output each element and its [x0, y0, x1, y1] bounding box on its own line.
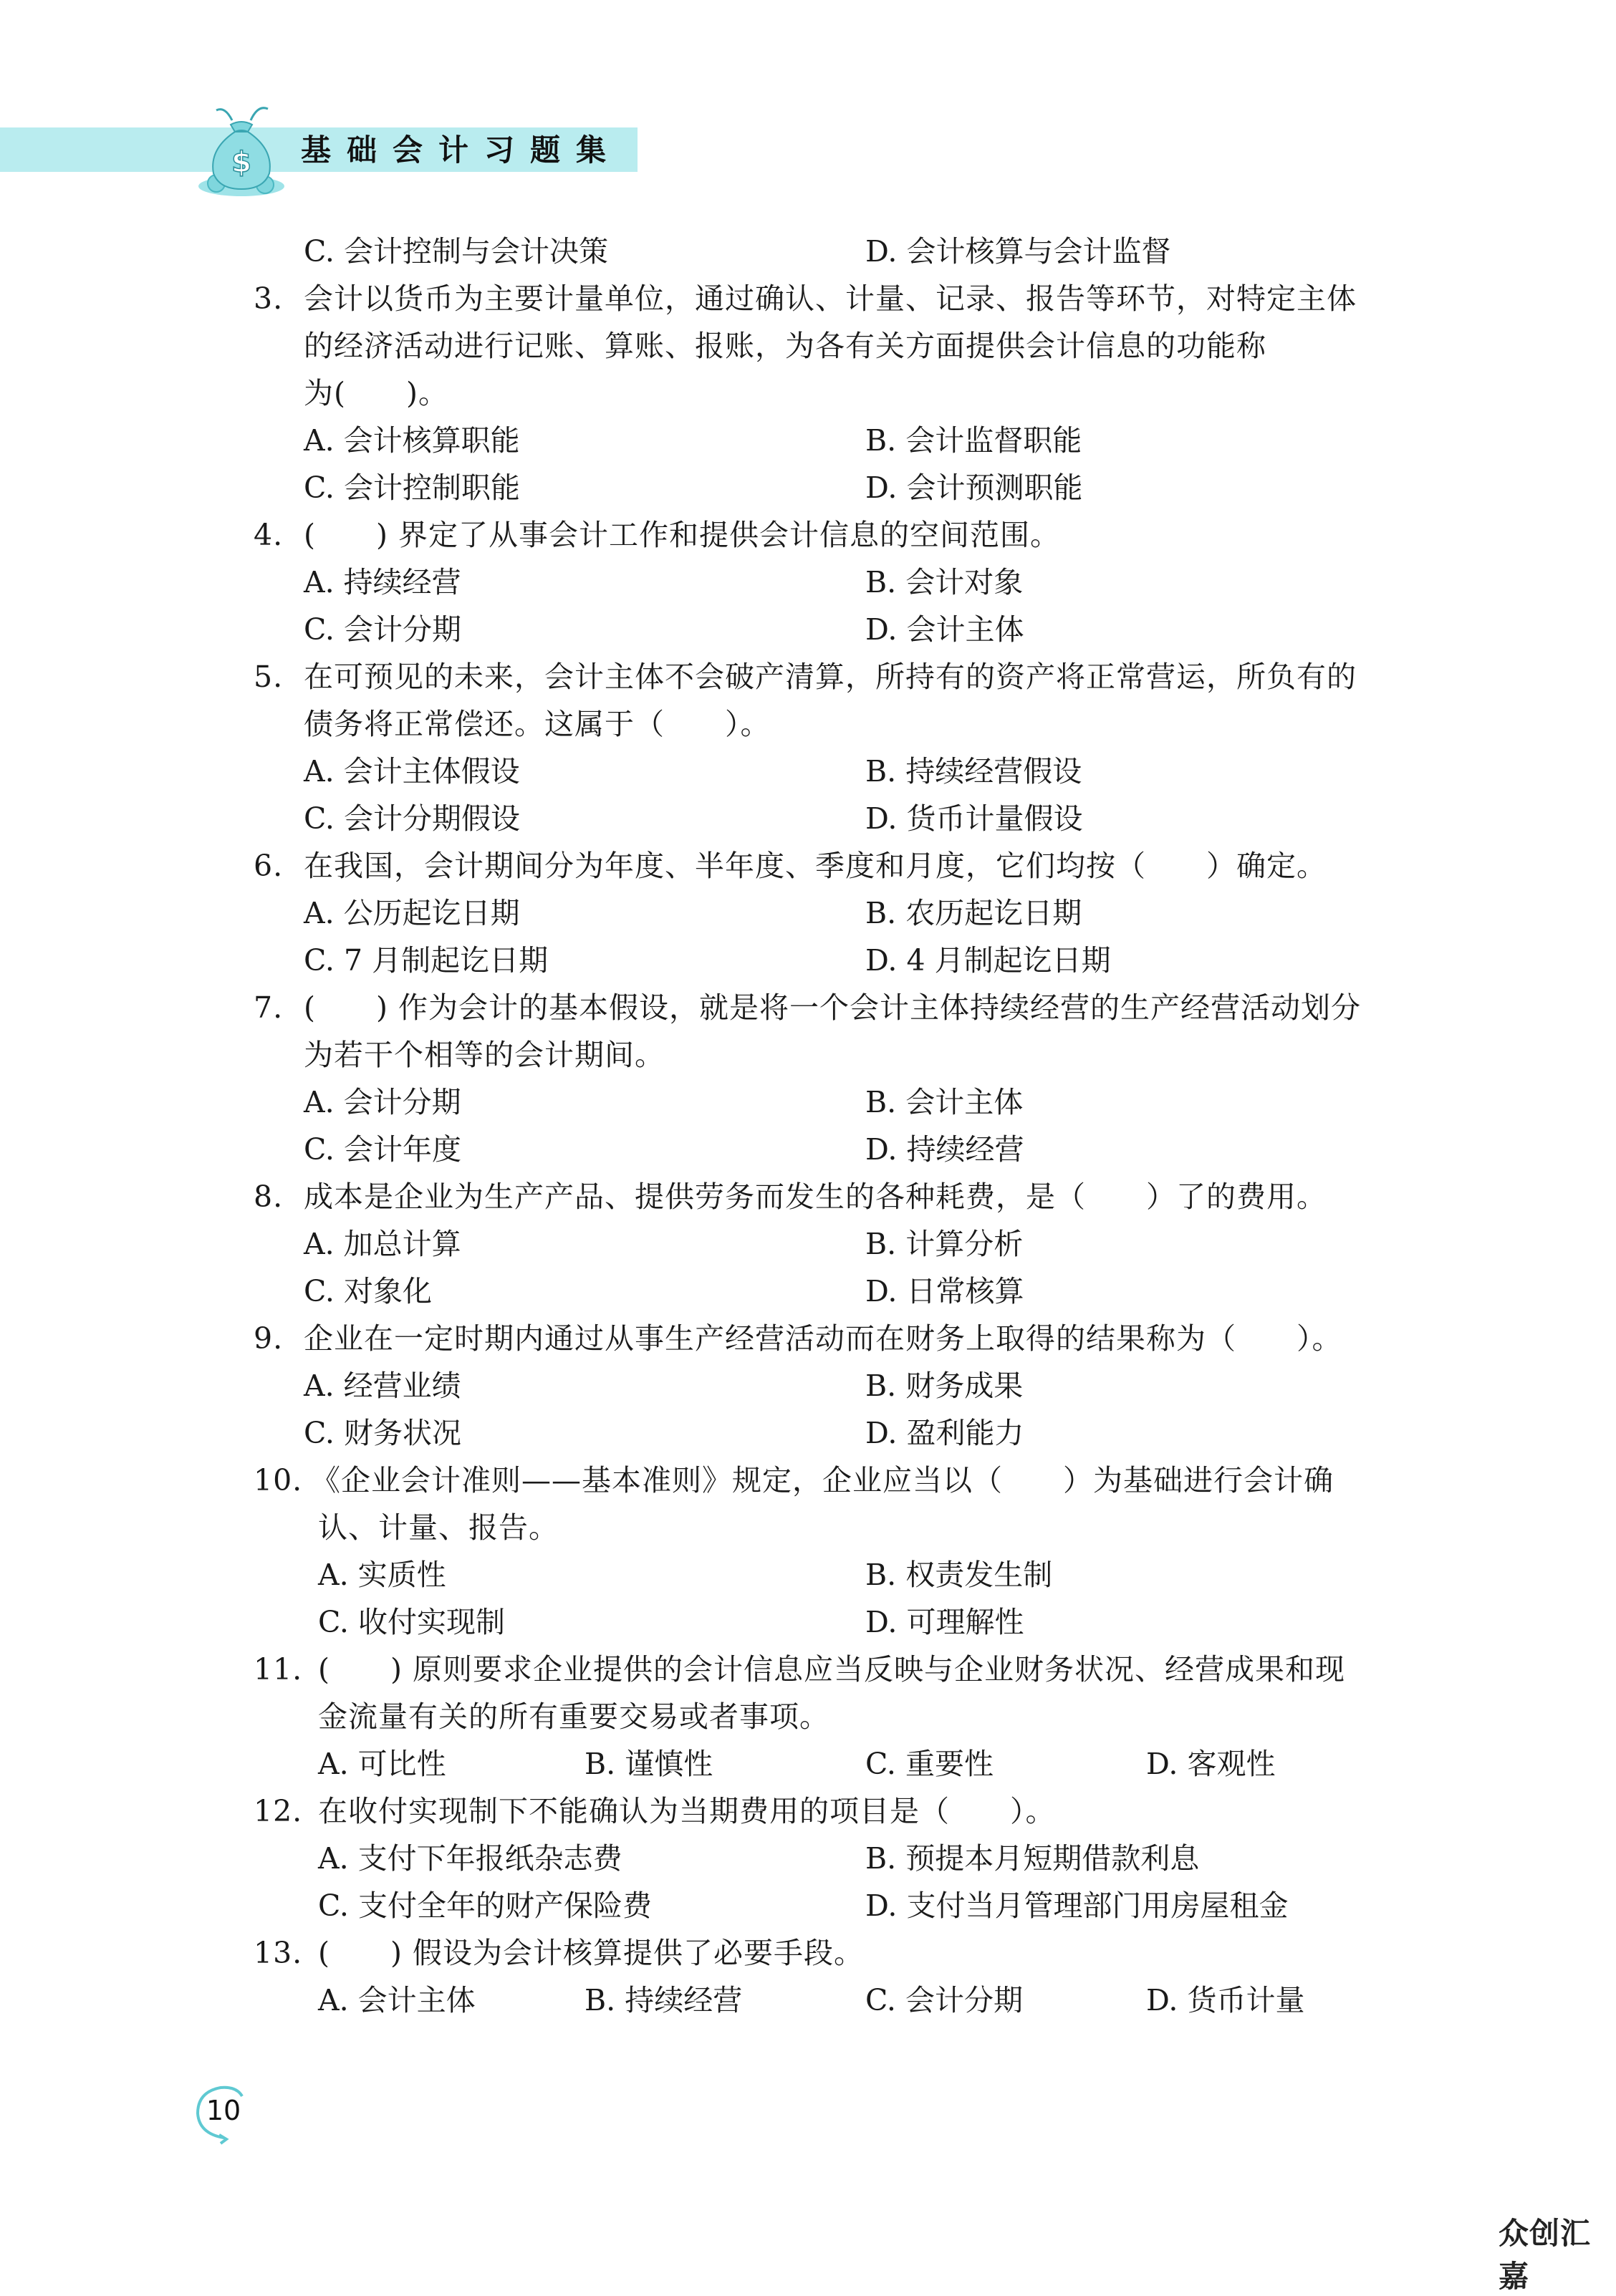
q13-text-line-1: ( ) 假设为会计核算提供了必要手段。 [318, 1936, 865, 1970]
q13-number: 13. [254, 1936, 303, 1970]
page-title: 基础会计习题集 [301, 132, 622, 168]
q13-option-c: C. 会计分期 [865, 1983, 1023, 2017]
q5-option-d: D. 货币计量假设 [865, 801, 1083, 836]
q7-number: 7. [254, 990, 284, 1025]
q13-option-a: A. 会计主体 [318, 1983, 476, 2017]
q11-option-d: D. 客观性 [1146, 1747, 1276, 1781]
q12-option-b: B. 预提本月短期借款利息 [865, 1841, 1200, 1876]
q8-text-line-1: 成本是企业为生产产品、提供劳务而发生的各种耗费，是（ ）了的费用。 [304, 1180, 1327, 1214]
q3-text-line-2: 的经济活动进行记账、算账、报账，为各有关方面提供会计信息的功能称 [304, 329, 1266, 363]
q13-option-d: D. 货币计量 [1146, 1983, 1305, 2017]
q8-option-a: A. 加总计算 [304, 1227, 461, 1261]
q11-option-b: B. 谨慎性 [585, 1747, 713, 1781]
q12-number: 12. [254, 1794, 303, 1828]
q10-option-a: A. 实质性 [318, 1558, 446, 1592]
q9-text-line-1: 企业在一定时期内通过从事生产经营活动而在财务上取得的结果称为（ ）。 [304, 1321, 1342, 1356]
q7-option-a: A. 会计分期 [304, 1085, 461, 1119]
q5-option-c: C. 会计分期假设 [304, 801, 520, 836]
q4-number: 4. [254, 518, 284, 552]
q6-option-b: B. 农历起讫日期 [865, 896, 1082, 930]
q9-option-b: B. 财务成果 [865, 1369, 1024, 1403]
q10-number: 10. [254, 1463, 303, 1497]
q5-text-line-1: 在可预见的未来，会计主体不会破产清算，所持有的资产将正常营运，所负有的 [304, 660, 1357, 694]
q3-text-line-1: 会计以货币为主要计量单位，通过确认、计量、记录、报告等环节，对特定主体 [304, 281, 1357, 316]
q5-option-b: B. 持续经营假设 [865, 754, 1082, 788]
q10-option-c: C. 收付实现制 [318, 1605, 505, 1639]
q3-text-line-3: 为( )。 [304, 376, 448, 410]
q9-number: 9. [254, 1321, 284, 1356]
q4-option-b: B. 会计对象 [865, 565, 1024, 599]
watermark: 众创汇嘉 [1499, 2216, 1592, 2294]
q5-text-line-2: 债务将正常偿还。这属于（ ）。 [304, 707, 771, 741]
page-number-badge [192, 2080, 249, 2145]
q7-text-line-1: ( ) 作为会计的基本假设，就是将一个会计主体持续经营的生产经营活动划分 [304, 990, 1362, 1025]
q11-option-a: A. 可比性 [318, 1747, 446, 1781]
q11-number: 11. [254, 1652, 303, 1687]
q12-text-line-1: 在收付实现制下不能确认为当期费用的项目是（ ）。 [318, 1794, 1056, 1828]
q8-number: 8. [254, 1180, 284, 1214]
q8-option-d: D. 日常核算 [865, 1274, 1024, 1308]
q6-option-d: D. 4 月制起讫日期 [865, 943, 1111, 978]
q6-text-line-1: 在我国，会计期间分为年度、半年度、季度和月度，它们均按（ ）确定。 [304, 849, 1327, 883]
q6-option-c: C. 7 月制起讫日期 [304, 943, 549, 978]
q4-option-c: C. 会计分期 [304, 612, 461, 647]
q6-number: 6. [254, 849, 284, 883]
q12-option-c: C. 支付全年的财产保险费 [318, 1889, 652, 1923]
q3-option-b: B. 会计监督职能 [865, 423, 1082, 458]
q2-option-c: C. 会计控制与会计决策 [304, 234, 608, 269]
q10-text-line-1: 《企业会计准则——基本准则》规定，企业应当以（ ）为基础进行会计确 [311, 1463, 1334, 1497]
svg-text:$: $ [231, 146, 251, 179]
page-number: 10 [206, 2095, 241, 2126]
q9-option-a: A. 经营业绩 [304, 1369, 461, 1403]
q13-option-b: B. 持续经营 [585, 1983, 743, 2017]
q3-option-c: C. 会计控制职能 [304, 471, 520, 505]
q12-option-d: D. 支付当月管理部门用房屋租金 [865, 1889, 1289, 1923]
q7-option-b: B. 会计主体 [865, 1085, 1024, 1119]
q11-option-c: C. 重要性 [865, 1747, 994, 1781]
q3-option-a: A. 会计核算职能 [304, 423, 520, 458]
q11-text-line-2: 金流量有关的所有重要交易或者事项。 [318, 1699, 829, 1734]
q10-option-d: D. 可理解性 [865, 1605, 1024, 1639]
money-bag-icon [188, 99, 295, 201]
q4-option-a: A. 持续经营 [304, 565, 461, 599]
q7-option-d: D. 持续经营 [865, 1132, 1024, 1167]
q10-option-b: B. 权责发生制 [865, 1558, 1053, 1592]
q7-text-line-2: 为若干个相等的会计期间。 [304, 1038, 665, 1072]
q4-text-line-1: ( ) 界定了从事会计工作和提供会计信息的空间范围。 [304, 518, 1061, 552]
q7-option-c: C. 会计年度 [304, 1132, 461, 1167]
q11-text-line-1: ( ) 原则要求企业提供的会计信息应当反映与企业财务状况、经营成果和现 [318, 1652, 1346, 1687]
q3-option-d: D. 会计预测职能 [865, 471, 1083, 505]
q8-option-b: B. 计算分析 [865, 1227, 1024, 1261]
q3-number: 3. [254, 281, 284, 316]
q6-option-a: A. 公历起讫日期 [304, 896, 520, 930]
q9-option-d: D. 盈利能力 [865, 1416, 1024, 1450]
q2-option-d: D. 会计核算与会计监督 [865, 234, 1171, 269]
q10-text-line-2: 认、计量、报告。 [318, 1510, 559, 1545]
q8-option-c: C. 对象化 [304, 1274, 432, 1308]
q4-option-d: D. 会计主体 [865, 612, 1024, 647]
q5-option-a: A. 会计主体假设 [304, 754, 520, 788]
q5-number: 5. [254, 660, 284, 694]
q9-option-c: C. 财务状况 [304, 1416, 461, 1450]
q12-option-a: A. 支付下年报纸杂志费 [318, 1841, 622, 1876]
